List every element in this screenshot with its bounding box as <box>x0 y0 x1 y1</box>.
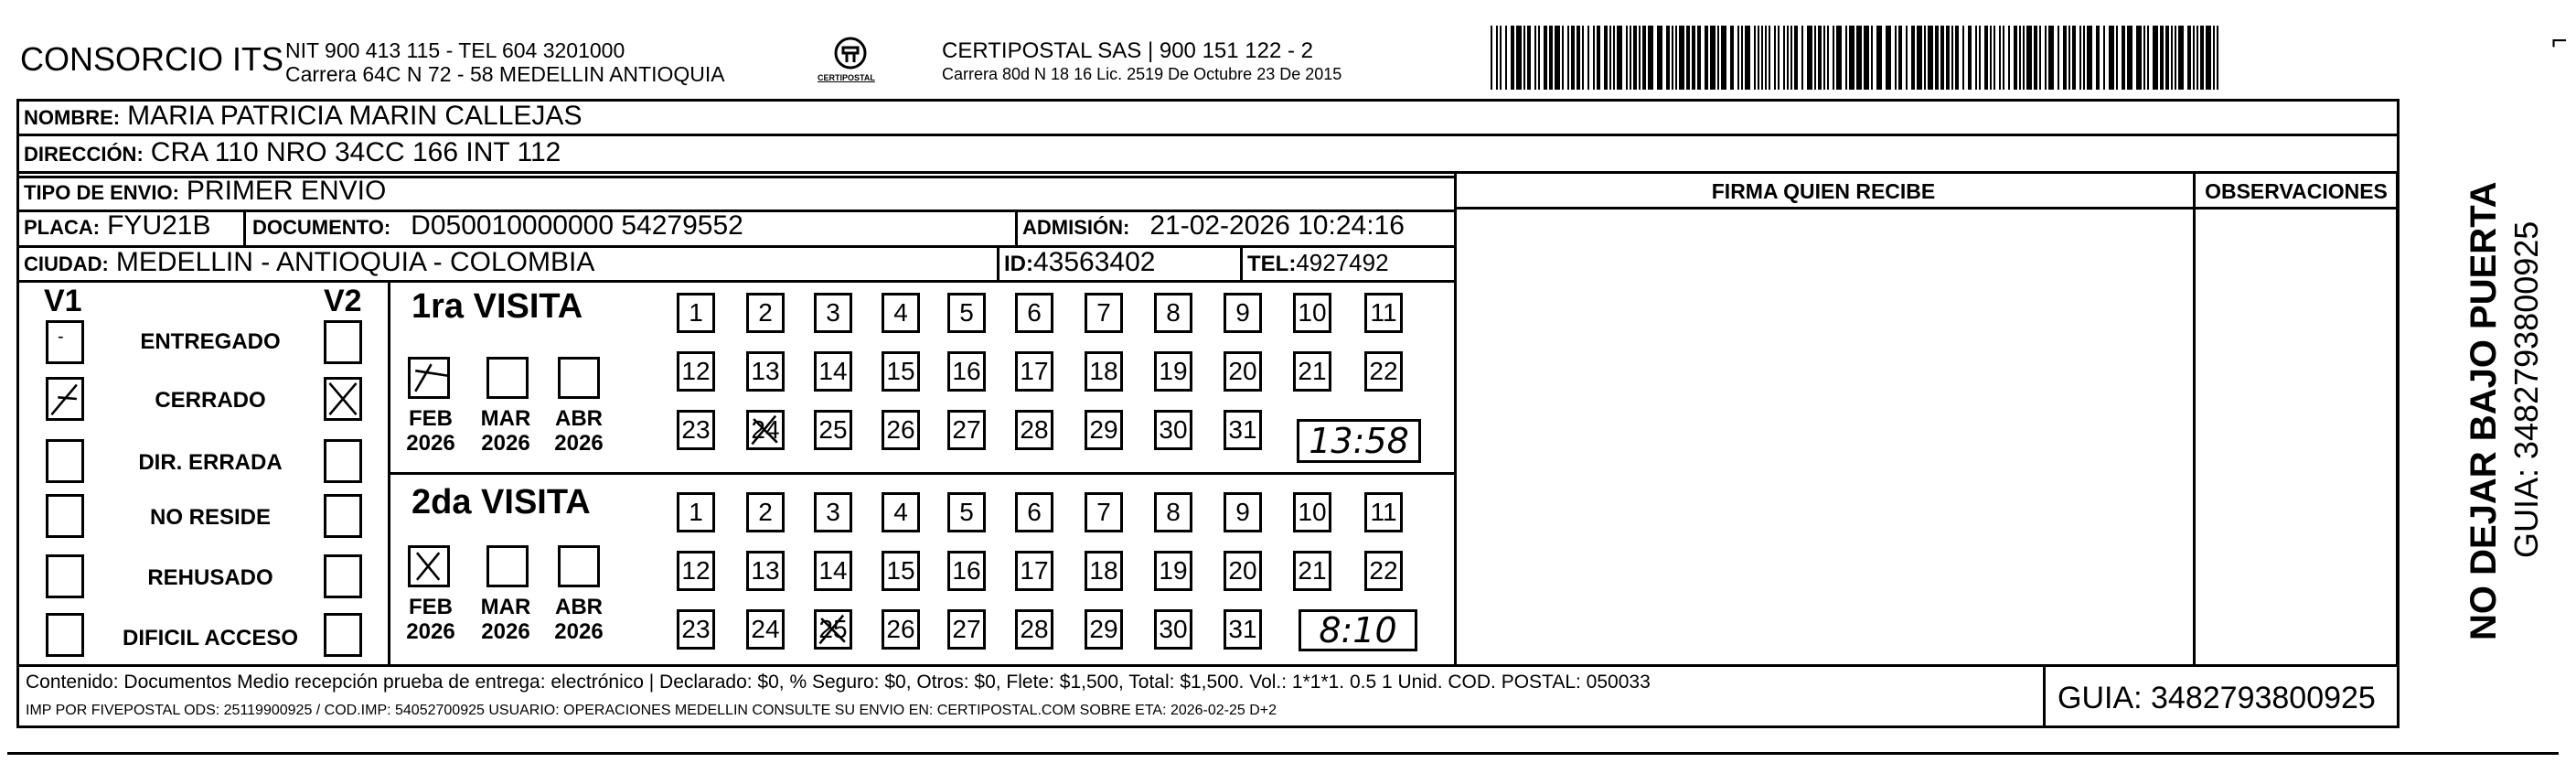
admision-field <box>1022 210 1405 242</box>
visit1-day-4[interactable]: 4 <box>882 293 920 333</box>
footer-guia: GUIA: 3482793800925 <box>2058 681 2376 715</box>
visit1-mar-label: MAR 2026 <box>480 406 531 456</box>
status-cerrado-label: CERRADO <box>155 388 266 413</box>
visit1-day-20[interactable]: 20 <box>1224 351 1262 392</box>
visit2-mar-checkbox[interactable] <box>486 545 529 587</box>
logo-text: CERTIPOSTAL <box>818 73 875 82</box>
visit2-day-15[interactable]: 15 <box>882 551 920 591</box>
direccion-value: CRA 110 NRO 34CC 166 INT 112 <box>150 137 561 167</box>
side-no-dejar: NO DEJAR BAJO PUERTA <box>2464 181 2504 640</box>
visit1-feb-label: FEB 2026 <box>406 406 455 456</box>
tipo-envio-field <box>24 176 386 207</box>
visit2-day-31[interactable]: 31 <box>1224 609 1262 650</box>
corner-mark-icon: ⌐ <box>2551 26 2568 56</box>
company-name: CONSORCIO ITS <box>20 40 284 78</box>
v1-entregado-checkbox[interactable]: - <box>46 320 84 364</box>
v2-dificil-acceso-checkbox[interactable] <box>324 613 362 657</box>
visit1-day-22[interactable]: 22 <box>1364 351 1403 392</box>
documento-value: D050010000000 54279552 <box>411 210 743 241</box>
placa-value: FYU21B <box>107 210 211 241</box>
visit1-day-11[interactable]: 11 <box>1364 293 1403 333</box>
visit2-day-14[interactable]: 14 <box>814 551 852 591</box>
direccion-label: DIRECCIÓN: <box>24 143 144 166</box>
status-no-reside-label: NO RESIDE <box>149 505 272 530</box>
company-address: Carrera 64C N 72 - 58 MEDELLIN ANTIOQUIA <box>285 62 725 86</box>
visit1-day-3[interactable]: 3 <box>814 293 852 333</box>
v2-no-reside-checkbox[interactable] <box>324 494 362 538</box>
tipo-envio-label: TIPO DE ENVIO: <box>24 181 179 204</box>
v2-entregado-checkbox[interactable] <box>324 320 362 364</box>
status-dificil-acceso-label: DIFICIL ACCESO <box>122 626 298 650</box>
status-dir-errada-label: DIR. ERRADA <box>138 450 283 475</box>
visit2-day-29[interactable]: 29 <box>1085 609 1123 650</box>
visit2-day-3[interactable]: 3 <box>814 492 852 532</box>
visit2-time: 8:10 <box>1299 609 1417 651</box>
nombre-field <box>24 101 582 132</box>
visit1-day-15[interactable]: 15 <box>882 351 920 392</box>
visit1-day-13[interactable]: 13 <box>746 351 785 392</box>
placa-field <box>24 210 211 242</box>
visit2-day-24[interactable]: 24 <box>746 609 785 650</box>
barcode <box>1491 26 2222 90</box>
visit2-day-16[interactable]: 16 <box>947 551 986 591</box>
visit1-day-26[interactable]: 26 <box>882 410 920 450</box>
tel-label: TEL: <box>1247 252 1297 276</box>
placa-label: PLACA: <box>24 216 101 239</box>
visit1-day-10[interactable]: 10 <box>1293 293 1331 333</box>
visit1-day-9[interactable]: 9 <box>1224 293 1262 333</box>
visit2-day-25[interactable]: 25 <box>814 609 852 650</box>
firma-header: FIRMA QUIEN RECIBE <box>1711 179 1936 203</box>
visit2-day-21[interactable]: 21 <box>1293 551 1331 591</box>
visit2-day-1[interactable]: 1 <box>677 492 715 532</box>
visit1-day-5[interactable]: 5 <box>947 293 986 333</box>
footer-print-line: IMP POR FIVEPOSTAL ODS: 25119900925 / COD.IMP: 54052700925 USUARIO: OPERACIONES MEDELLIN CONSULTE SU ENVIO EN: CERTIPOSTAL.COM SOBRE ETA: 2026-02-25 D+2 <box>26 703 1277 718</box>
visit1-day-19[interactable]: 19 <box>1154 351 1192 392</box>
visit2-day-23[interactable]: 23 <box>677 609 715 650</box>
ciudad-value: MEDELLIN - ANTIOQUIA - COLOMBIA <box>115 247 595 277</box>
visit2-day-17[interactable]: 17 <box>1015 551 1053 591</box>
visit1-day-30[interactable]: 30 <box>1154 410 1192 450</box>
visit1-day-21[interactable]: 21 <box>1293 351 1331 392</box>
tipo-envio-value: PRIMER ENVIO <box>186 176 387 206</box>
documento-field <box>252 210 743 242</box>
visit1-day-31[interactable]: 31 <box>1224 410 1262 450</box>
certipostal-logo <box>805 35 896 90</box>
documento-label: DOCUMENTO: <box>252 216 391 239</box>
v2-dir-errada-checkbox[interactable] <box>324 439 362 483</box>
visit2-day-9[interactable]: 9 <box>1224 492 1262 532</box>
nombre-label: NOMBRE: <box>24 106 121 129</box>
side-guia: GUIA: 3482793800925 <box>2507 220 2545 558</box>
visit1-day-2[interactable]: 2 <box>746 293 785 333</box>
visit1-day-7[interactable]: 7 <box>1085 293 1123 333</box>
visit1-day-27[interactable]: 27 <box>947 410 986 450</box>
visit1-day-1[interactable]: 1 <box>677 293 715 333</box>
visit1-day-28[interactable]: 28 <box>1015 410 1053 450</box>
visit1-day-8[interactable]: 8 <box>1154 293 1192 333</box>
visit1-abr-checkbox[interactable] <box>558 357 600 399</box>
visit2-day-8[interactable]: 8 <box>1154 492 1192 532</box>
observaciones-header: OBSERVACIONES <box>2205 179 2388 203</box>
id-field <box>1004 247 1155 278</box>
visit2-day-19[interactable]: 19 <box>1154 551 1192 591</box>
visit1-day-6[interactable]: 6 <box>1015 293 1053 333</box>
side-warning-text <box>2407 101 2545 640</box>
visit2-day-10[interactable]: 10 <box>1293 492 1331 532</box>
tel-field <box>1247 249 1389 277</box>
certipostal-info: CERTIPOSTAL SAS | 900 151 122 - 2 <box>942 38 1313 63</box>
v2-rehusado-checkbox[interactable] <box>324 554 362 598</box>
visit1-time: 13:58 <box>1297 419 1421 463</box>
id-label: ID: <box>1004 252 1033 276</box>
admision-value: 21-02-2026 10:24:16 <box>1149 210 1405 241</box>
visit2-feb-checkbox[interactable] <box>408 545 450 587</box>
visit1-feb-checkbox[interactable] <box>408 357 450 399</box>
visit2-abr-checkbox[interactable] <box>558 545 600 587</box>
visit1-day-29[interactable]: 29 <box>1085 410 1123 450</box>
visit2-day-4[interactable]: 4 <box>882 492 920 532</box>
visit2-mar-label: MAR 2026 <box>480 595 531 644</box>
visit2-day-27[interactable]: 27 <box>947 609 986 650</box>
visit2-day-11[interactable]: 11 <box>1364 492 1403 532</box>
visit1-day-14[interactable]: 14 <box>814 351 852 392</box>
footer-content-line: Contenido: Documentos Medio recepción prueba de entrega: electrónico | Declarado: $0, % Seguro: $0, Otros: $0, Flete: $1,500, Total: $1,500. Vol.: 1*1*1. 0.5 1 Unid. COD. POSTAL: 050033 <box>26 672 1651 693</box>
visit2-feb-label: FEB 2026 <box>406 595 455 644</box>
visit2-day-22[interactable]: 22 <box>1364 551 1403 591</box>
tel-value: 4927492 <box>1296 249 1389 276</box>
visit2-title: 2da VISITA <box>412 483 591 521</box>
visit2-day-5[interactable]: 5 <box>947 492 986 532</box>
visit2-day-30[interactable]: 30 <box>1154 609 1192 650</box>
visit1-day-24[interactable]: 24 <box>746 410 785 450</box>
visit2-day-28[interactable]: 28 <box>1015 609 1053 650</box>
v1-cerrado-checkbox[interactable] <box>46 377 84 421</box>
visit1-day-25[interactable]: 25 <box>814 410 852 450</box>
v2-label: V2 <box>324 284 362 318</box>
v1-no-reside-checkbox[interactable] <box>46 494 84 538</box>
id-value: 43563402 <box>1033 247 1156 277</box>
status-entregado-label: ENTREGADO <box>140 329 281 354</box>
visit1-day-16[interactable]: 16 <box>947 351 986 392</box>
visit2-day-7[interactable]: 7 <box>1085 492 1123 532</box>
admision-label: ADMISIÓN: <box>1022 216 1130 239</box>
visit2-day-13[interactable]: 13 <box>746 551 785 591</box>
visit1-day-23[interactable]: 23 <box>677 410 715 450</box>
v2-cerrado-checkbox[interactable] <box>324 377 362 421</box>
certipostal-license: Carrera 80d N 18 16 Lic. 2519 De Octubre 23 De 2015 <box>942 65 1342 83</box>
v1-dir-errada-checkbox[interactable] <box>46 439 84 483</box>
visit2-day-2[interactable]: 2 <box>746 492 785 532</box>
visit2-day-20[interactable]: 20 <box>1224 551 1262 591</box>
status-rehusado-label: REHUSADO <box>147 565 273 590</box>
nit-line: NIT 900 413 115 - TEL 604 3201000 <box>285 38 625 62</box>
visit1-title: 1ra VISITA <box>412 287 583 326</box>
visit2-abr-label: ABR 2026 <box>554 595 604 644</box>
visit1-day-17[interactable]: 17 <box>1015 351 1053 392</box>
direccion-field <box>24 137 561 168</box>
v1-dificil-acceso-checkbox[interactable] <box>46 613 84 657</box>
visit2-day-6[interactable]: 6 <box>1015 492 1053 532</box>
visit2-day-26[interactable]: 26 <box>882 609 920 650</box>
v1-label: V1 <box>44 284 82 318</box>
nombre-value: MARIA PATRICIA MARIN CALLEJAS <box>127 101 583 131</box>
visit1-day-18[interactable]: 18 <box>1085 351 1123 392</box>
visit2-day-18[interactable]: 18 <box>1085 551 1123 591</box>
ciudad-field <box>24 247 594 278</box>
visit1-mar-checkbox[interactable] <box>486 357 529 399</box>
visit1-abr-label: ABR 2026 <box>554 406 604 456</box>
ciudad-label: CIUDAD: <box>24 253 109 275</box>
visit1-day-12[interactable]: 12 <box>677 351 715 392</box>
v1-rehusado-checkbox[interactable] <box>46 554 84 598</box>
visit2-day-12[interactable]: 12 <box>677 551 715 591</box>
